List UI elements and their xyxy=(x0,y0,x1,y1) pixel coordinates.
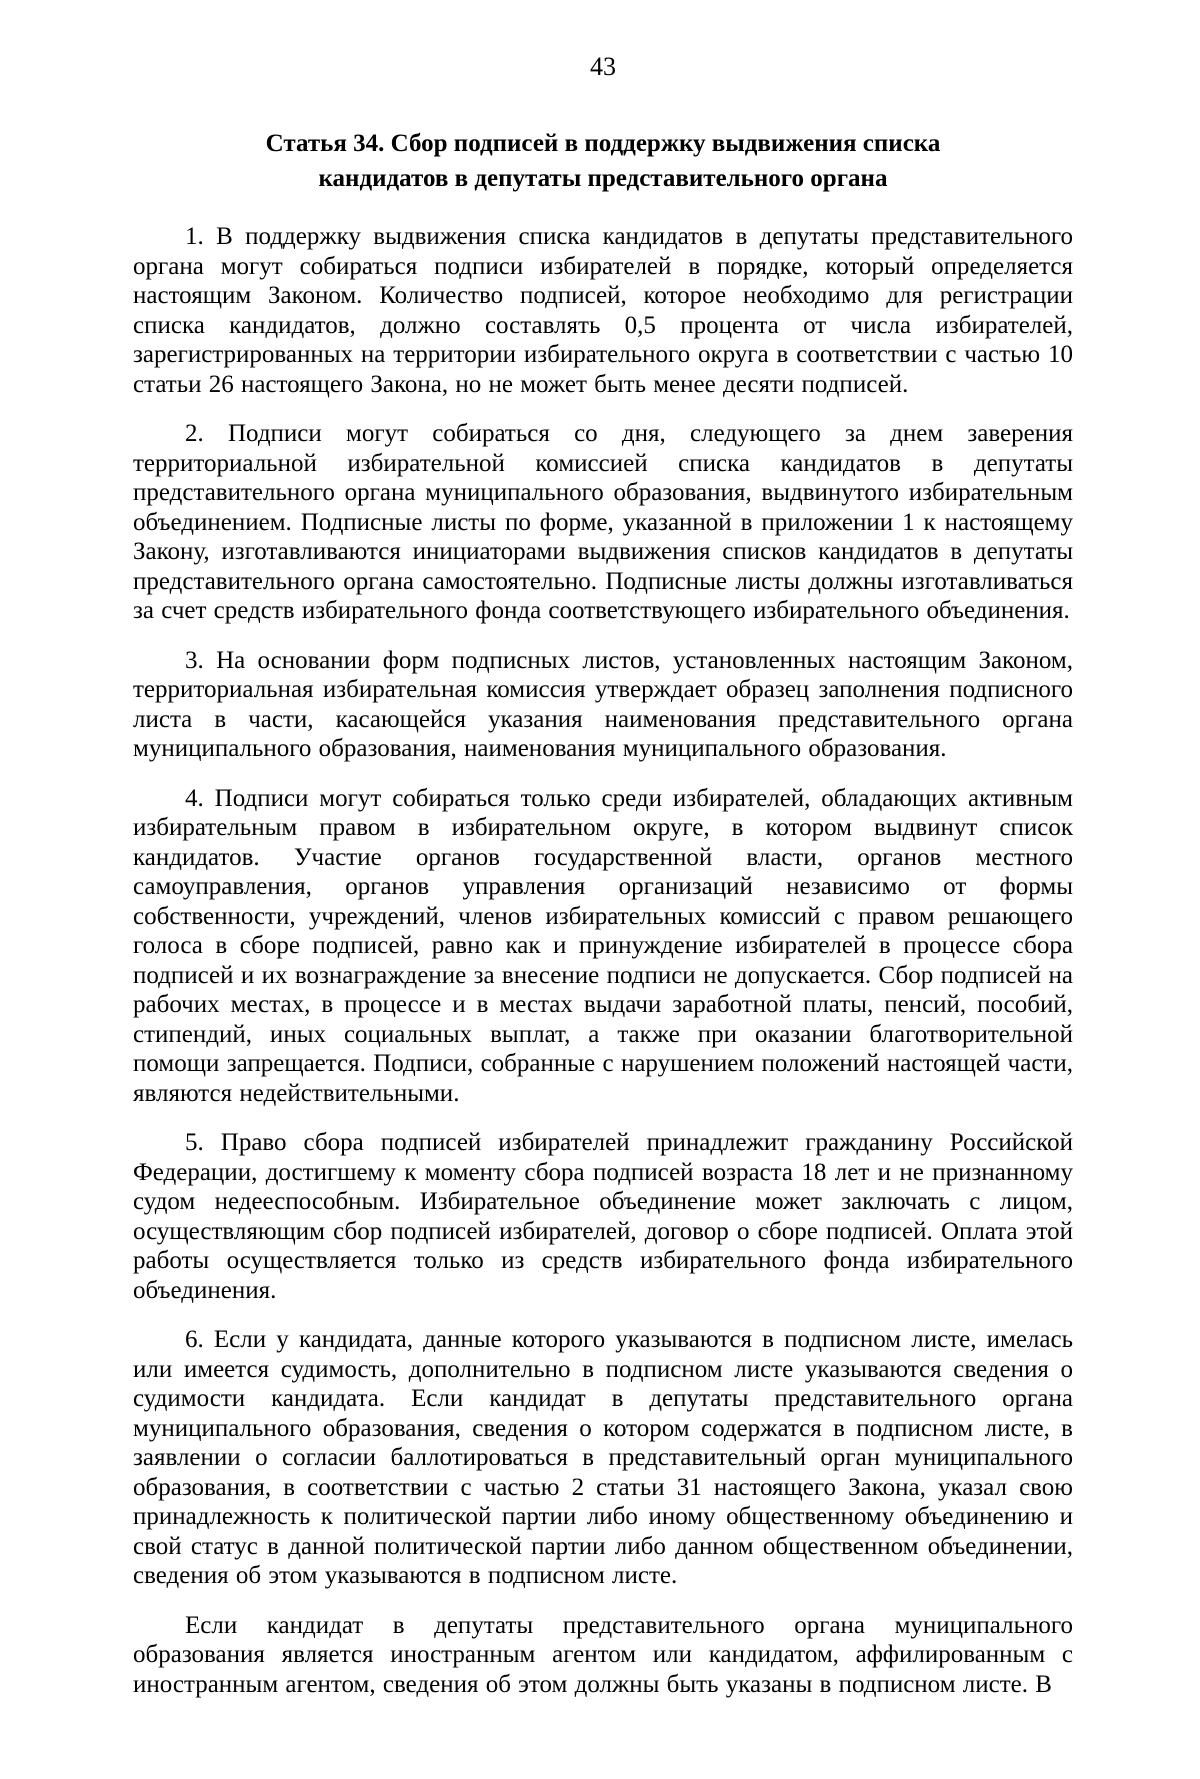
paragraph-3: 3. На основании форм подписных листов, установленных настоящим Законом, территориальная избирательная комиссия утверждает образец заполнения подписного листа в части, касающейся указания наименования представительного органа муниципального образования, наименования муниципального образования. xyxy=(133,646,1073,762)
paragraph-2: 2. Подписи могут собираться со дня, следующего за днем заверения территориальной избирательной комиссией списка кандидатов в депутаты представительного органа муниципального образования, выдвинутого избирательным объединением. Подписные листы по форме, указанной в приложении 1 к настоящему Закону, изготавливаются инициаторами выдвижения списков кандидатов в депутаты представительного органа самостоятельно. Подписные листы должны изготавливаться за счет средств избирательного фонда соответствующего избирательного объединения. xyxy=(133,420,1073,624)
paragraph-1: 1. В поддержку выдвижения списка кандидатов в депутаты представительного органа могут собираться подписи избирателей в порядке, который определяется настоящим Законом. Количество подписей, которое необходимо для регистрации списка кандидатов, должно составлять 0,5 процента от числа избирателей, зарегистрированных на территории избирательного округа в соответствии с частью 10 статьи 26 настоящего Закона, но не может быть менее десяти подписей. xyxy=(133,223,1073,398)
paragraph-5: 5. Право сбора подписей избирателей принадлежит гражданину Российской Федерации, достигшему к моменту сбора подписей возраста 18 лет и не признанному судом недееспособным. Избирательное объединение может заключать с лицом, осуществляющим сбор подписей избирателей, договор о сборе подписей. Оплата этой работы осуществляется только из средств избирательного фонда избирательного объединения. xyxy=(133,1129,1073,1304)
paragraph-6: 6. Если у кандидата, данные которого указываются в подписном листе, имелась или имеется судимость, дополнительно в подписном листе указываются сведения о судимости кандидата. Если кандидат в депутаты представительного органа муниципального образования, сведения о котором содержатся в подписном листе, в заявлении о согласии баллотироваться в представительный орган муниципального образования, в соответствии с частью 2 статьи 31 настоящего Закона, указал свою принадлежность к политической партии либо иному общественному объединению и свой статус в данной политической партии либо данном общественном объединении, сведения об этом указываются в подписном листе. xyxy=(133,1326,1073,1589)
article-body xyxy=(133,222,1073,1699)
article-heading: Статья 34. Сбор подписей в поддержку выдвижения списка кандидатов в депутаты представительного органа xyxy=(265,130,941,192)
paragraph-7: Если кандидат в депутаты представительного органа муниципального образования является иностранным агентом или кандидатом, аффилированным с иностранным агентом, сведения об этом должны быть указаны в подписном листе. В xyxy=(133,1611,1073,1698)
page-number: 43 xyxy=(590,52,616,81)
paragraph-4: 4. Подписи могут собираться только среди избирателей, обладающих активным избирательным правом в избирательном округе, в котором выдвинут список кандидатов. Участие органов государственной власти, органов местного самоуправления, органов управления организаций независимо от формы собственности, учреждений, членов избирательных комиссий с правом решающего голоса в сборе подписей, равно как и принуждение избирателей в процессе сбора подписей и их вознаграждение за внесение подписи не допускается. Сбор подписей на рабочих местах, в процессе и в местах выдачи заработной платы, пенсий, пособий, стипендий, иных социальных выплат, а также при оказании благотворительной помощи запрещается. Подписи, собранные с нарушением положений настоящей части, являются недействительными. xyxy=(133,784,1073,1107)
